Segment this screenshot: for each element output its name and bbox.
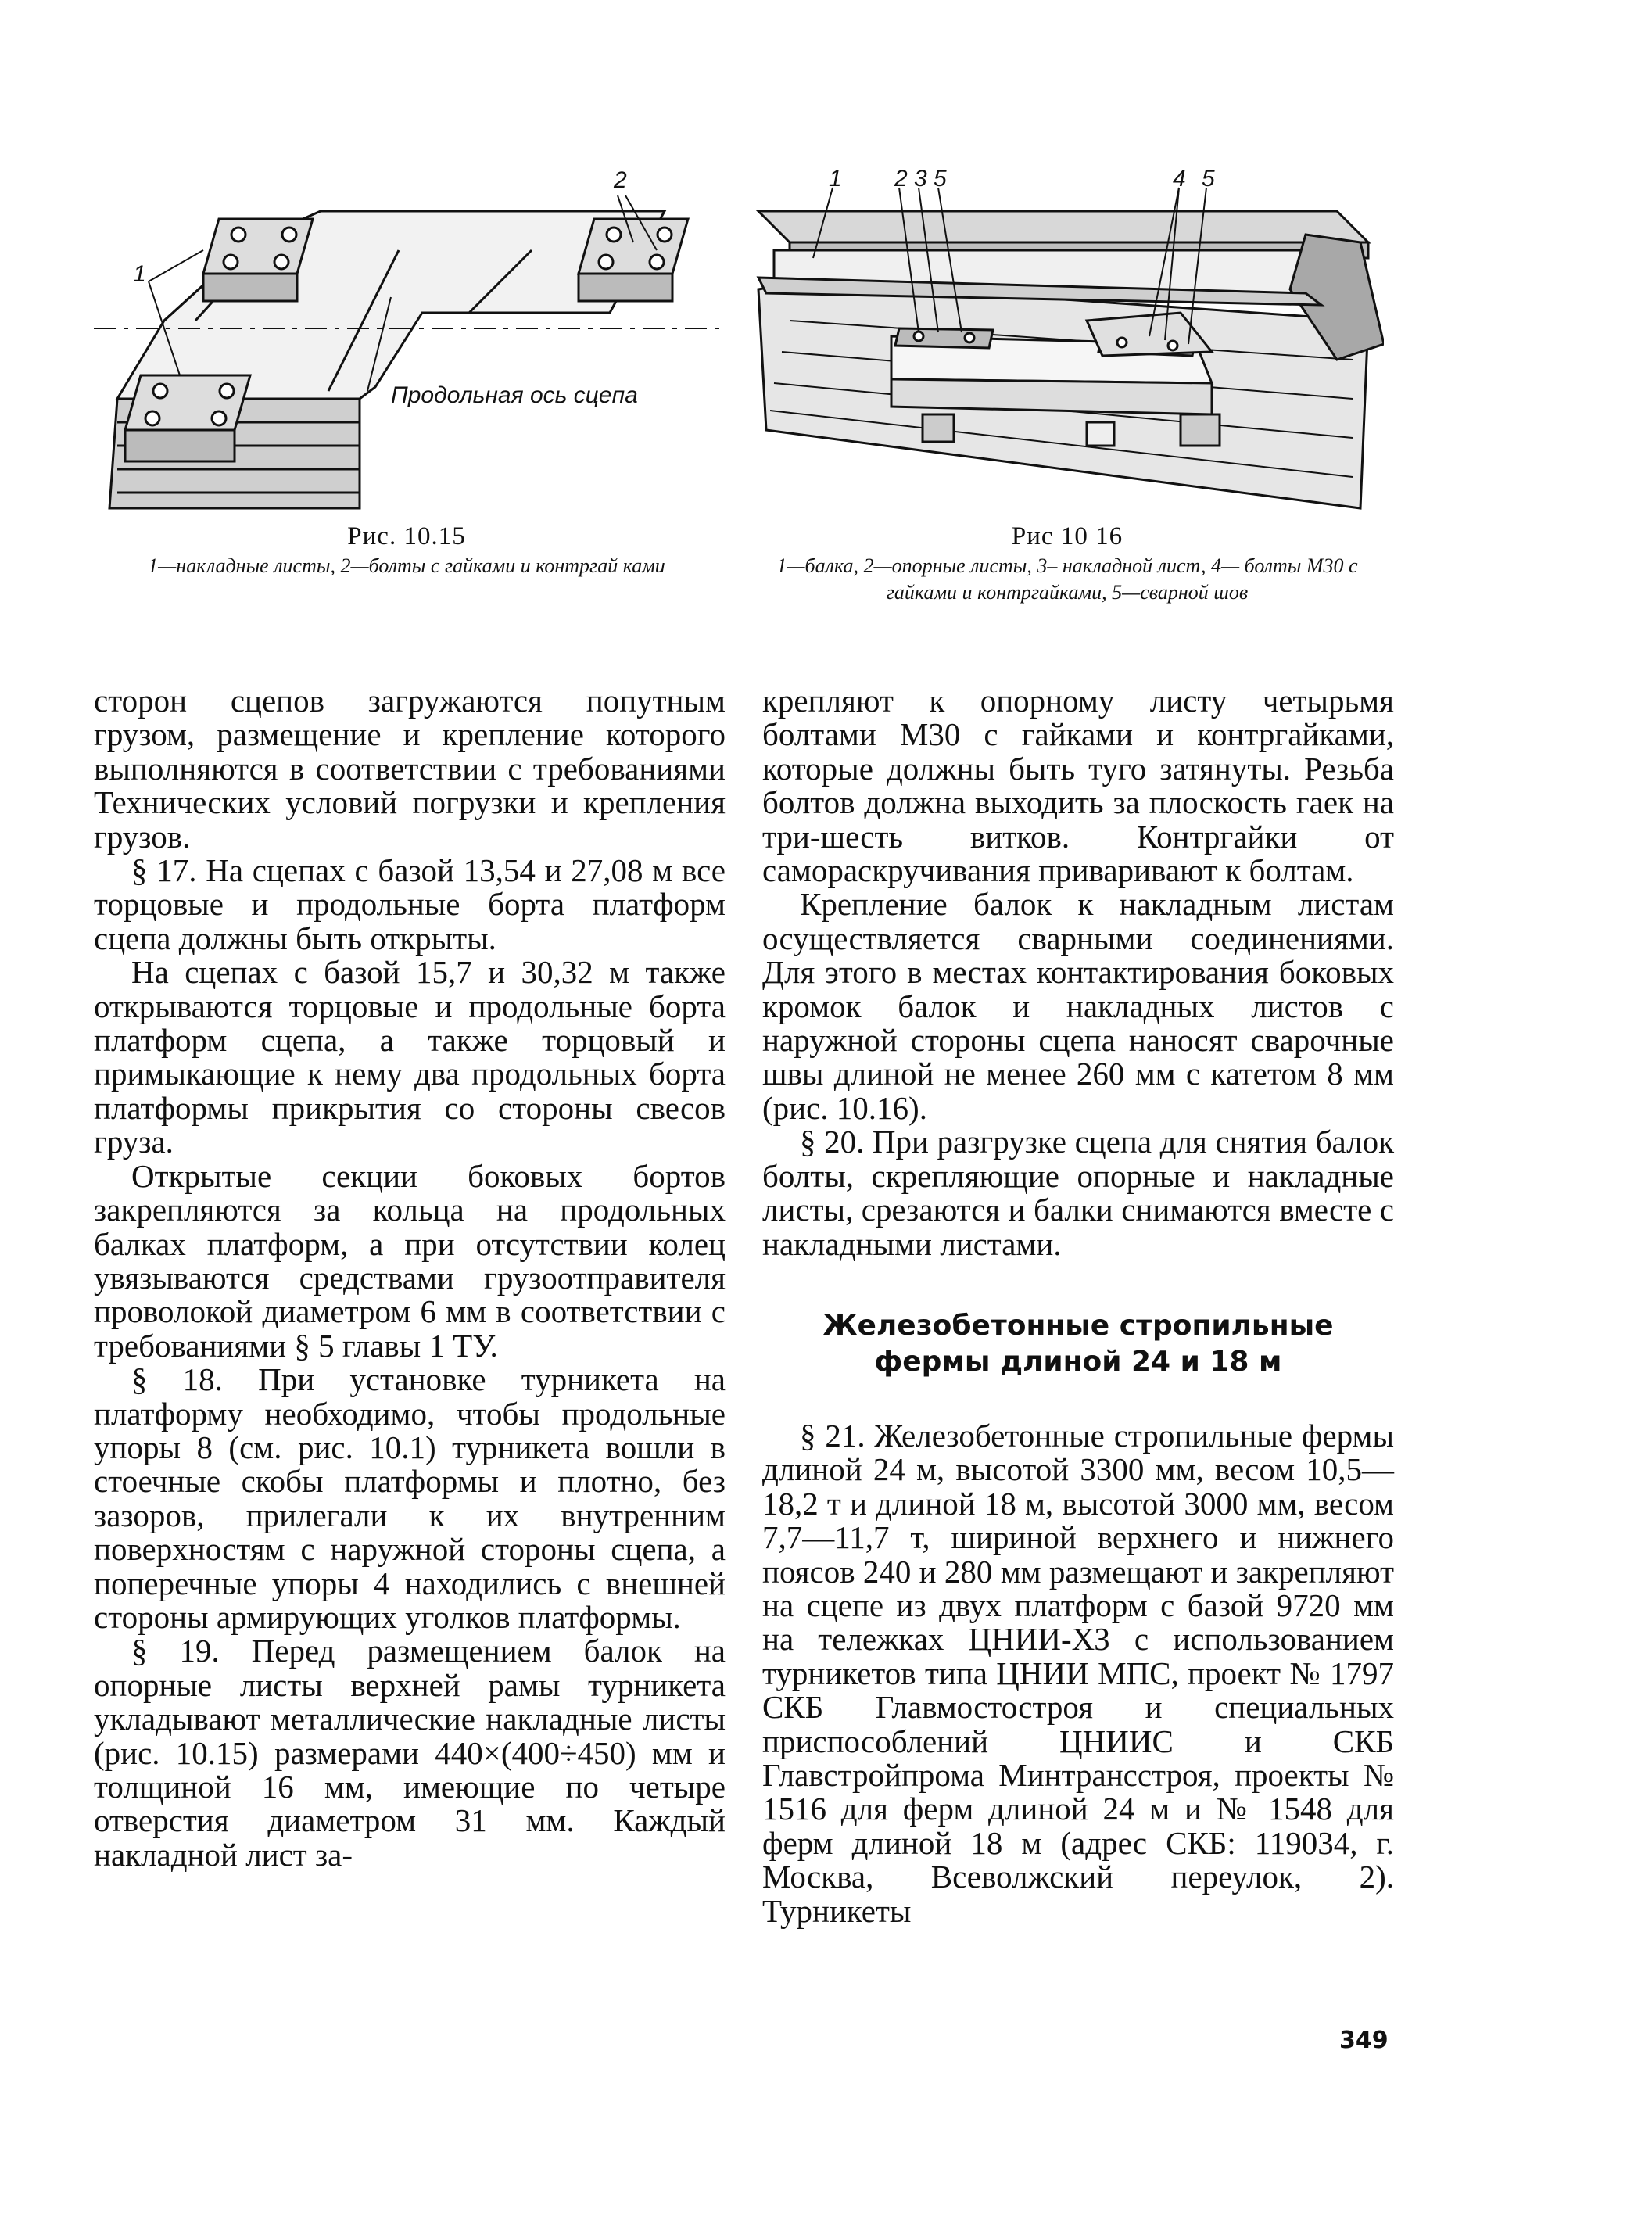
figure-10-16 [743,164,1384,516]
figure-10-15-caption [86,520,727,579]
page-number: 349 [1339,2027,1389,2054]
paragraph-21: § 21. Железобетонные стропильные фермы длиной 24 м, высотой 3300 мм, весом 10,5—18,2 т и длиной 18 м, высотой 3000 мм, весом 7,7—11,7 т, шириной верхнего и нижнего поясов 240 и 280 мм размещают и закрепляют на сцепе из двух платформ с базой 9720 мм на тележках ЦНИИ-ХЗ с использованием турникетов типа ЦНИИ МПС, проект № 1797 СКБ Главмостостроя и специальных приспособлений ЦНИИС и СКБ Главстройпрома Минтрансстроя, проекты № 1516 для ферм длиной 24 м и № 1548 для ферм длиной 18 м (адрес СКБ: 119034, г. Москва, Всеволжский переулок, 2). Турникеты [762,1417,1394,1929]
paragraph-19: § 19. Перед размещением балок на опорные листы верхней рамы турникета укладывают металлические накладные листы (рис. 10.15) размерами 440×(400÷450) мм и толщиной 16 мм, имеющие по четыре отверстия диаметром 31 мм. Каждый накладной лист за- [94,1633,726,1873]
figure-title: Рис. 10.15 [347,522,466,550]
paragraph: На сцепах с базой 15,7 и 30,32 м также открываются торцовые и продольные борта платформ сцепа, а также торцовый и примыкающие к нему два продольных борта платформы прикрытия со стороны свесов груза. [94,954,726,1160]
figure-10-16-caption [743,520,1392,606]
figure-10-15 [94,164,719,516]
paragraph: сторон сцепов загружаются попутным грузом, размещение и крепление которого выполняются в соответствии с требованиями Технических условий погрузки и крепления грузов. [94,683,726,855]
paragraph-17: § 17. На сцепах с базой 13,54 и 27,08 м все торцовые и продольные борта платформ сцепа должны быть открыты. [94,852,726,956]
fig2-label-2: 2 [894,166,908,192]
paragraph: Крепление балок к накладным листам осуществляется сварными соединениями. Для этого в местах контактирования боковых кромок балок и накладных листов с наружной стороны сцепа наносят сварочные швы длиной не менее 260 мм с катетом 8 мм (рис. 10.16). [762,886,1394,1126]
paragraph: крепляют к опорному листу четырьмя болтами М30 с гайками и контргайками, которые должны быть туго затянуты. Резьба болтов должна выходить за плоскость гаек на три-шесть витков. Контргайки от самораскручивания приваривают к болтам. [762,683,1394,889]
figure-caption: 1—балка, 2—опорные листы, 3– накладной лист, 4— болты М30 с гайками и контргайками, 5—сварной шов [776,554,1358,604]
fig2-label-5b: 5 [1202,166,1215,192]
fig2-label-1: 1 [829,166,842,192]
fig2-label-5a: 5 [934,166,947,192]
paragraph-18: § 18. При установке турникета на платформу необходимо, чтобы продольные упоры 8 (см. рис. 10.1) турникета вошли в стоечные скобы платформы и плотно, без зазоров, прилегали к их внутренним поверхностям с наружной стороны сцепа, а поперечные упоры 4 находились с внешней стороны армирующих уголков платформы. [94,1361,726,1635]
fig2-label-3: 3 [914,166,927,192]
fig1-label-axis: Продольная ось сцепа [391,382,638,408]
paragraph-20: § 20. При разгрузке сцепа для снятия балок болты, скрепляющие опорные и накладные листы, срезаются и балки снимаются вместе с накладными листами. [762,1124,1394,1262]
left-column [94,684,726,1872]
figure-title: Рис 10 16 [1011,522,1123,550]
fig1-label-2: 2 [614,167,627,193]
paragraph: Открытые секции боковых бортов закрепляются за кольца на продольных балках платформ, а при отсутствии колец увязываются средствами грузоотправителя проволокой диаметром 6 мм в соответствии с требованиями § 5 главы 1 ТУ. [94,1157,726,1364]
right-column [762,684,1394,1928]
section-heading: Железобетонные стропильные фермы длиной 24 и 18 м [822,1309,1334,1378]
figure-caption: 1—накладные листы, 2—болты с гайками и контргай ками [148,554,665,577]
fig1-label-1: 1 [133,261,146,287]
fig2-label-4: 4 [1173,166,1186,192]
